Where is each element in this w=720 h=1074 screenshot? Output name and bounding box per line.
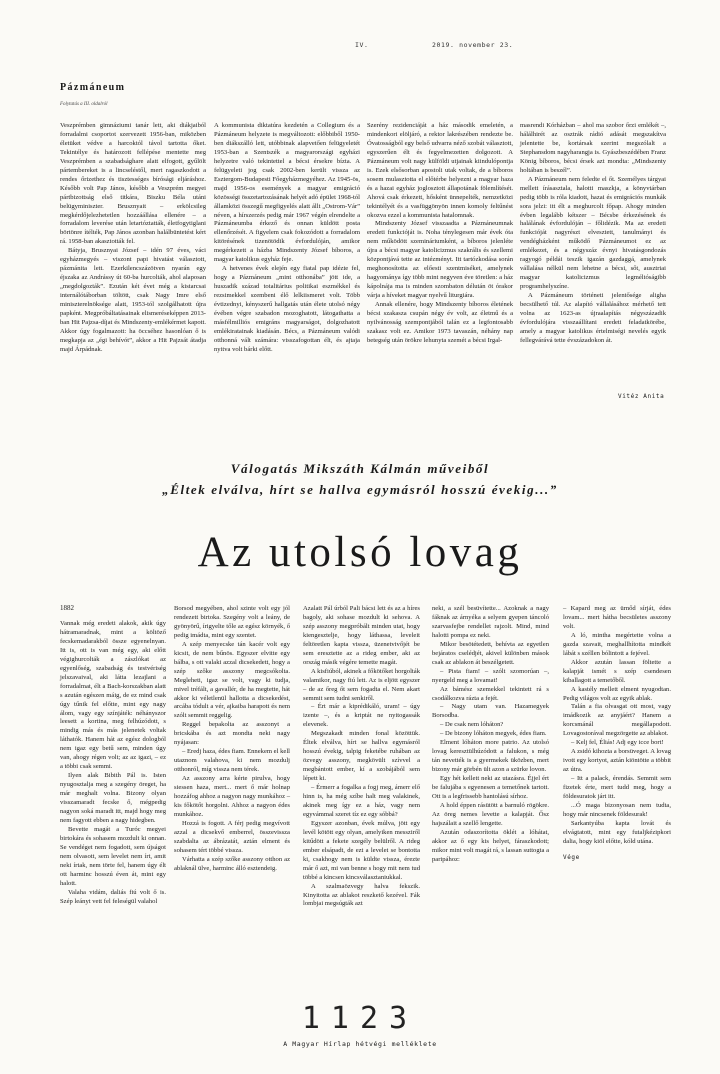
story-paragraph: Vannak még eredeti alakok, akik úgy hátramaradnak, mint a költöző fecskemadarakból össze egyenelnyan. Itt is, ott is van még egy, aki előtt végighurcolták a zászlókat az egyenlőség, szabadság és testvériség jelszavaival, aki látta lezajlani a forradalmat, élt a Bach-korszakban alatt s azután egészen máig, de ez mind csak úgy tűnik fel előtte, mint egy nagy álom, vagy egy színjáték: néhányszor leesett a kortina, meg felhúzódott, s mindig más és más jelenetek voltak láthatók. Hanem hát az egész dologból nem igaz egy betű sem, minden úgy van, ahogy régen volt; az az igazi, – ez a többi csak semmi.: [60, 620, 166, 771]
story-paragraph: – Itt a palack, érendás. Semmit sem fizetek érte, mert tudd meg, hogy a földesuratok járt itt.: [563, 775, 671, 801]
article-author: Vitéz Anita: [618, 393, 665, 400]
story-paragraph: Az bámész szemekkel tekintett rá s csodálkozva rázta a fejét.: [432, 685, 549, 702]
story-paragraph: Talán a fia olvasgat ott most, vagy imádkozik az anyjáért? Hanem a korcsmánál megállapodott. Lovagostorával megzörgette az ablakot.: [563, 703, 671, 738]
story-paragraph: Hozzá is fogott. A férj pedig megvívott azzal a dicsekvő emberrel, összevissza szabdalta az ábrázatát, aztán elment és sohasem tért többé vissza.: [174, 819, 290, 854]
article-paragraph: masrendi Kórházban – ahol ma szobor őrzi emlékét –, hálálhirét az osztrák rádió adását megszakítva jelentette be, kortársak szerint megszólalt a Stephansdom nagyharangja is. Gyászbeszédében Franz König bíboros, bécsi érsek azt mondta: „Mindszenty holtában is beszél”.: [520, 122, 666, 174]
footer-caption: A Magyar Hírlap hétvégi melléklete: [283, 1040, 437, 1048]
story-paragraph: Mikor besötétedett, behívta az egyetlen bejáratos cselédjét, akivel különben mások csak az ablakon át beszélgetett.: [432, 640, 549, 666]
story-paragraph: – Kelj fel, Éliás! Adj egy icce bort!: [571, 739, 664, 747]
series-quote: „Éltek elválva, hírt se hallva egymásról hosszú évekig...”: [162, 482, 558, 497]
series-label: Válogatás Mikszáth Kálmán műveiből: [230, 461, 490, 476]
story-paragraph: A zsidó kihozta a borsüveget. A lovag ivott egy kortyot, aztán kiöntötte a többit az útra.: [563, 748, 671, 774]
story-paragraph: – Pista fiam! – szólt szomorúan –, nyergeld meg a lovamat!: [432, 667, 549, 684]
story-paragraph: A szép menyecske tán kacér volt egy kicsit, de nem bűnös. Egyszer elvitte egy bálba, s ott valaki azzal dicsekedett, hogy a szép szőke asszony megcsókolta. Megleheti, igaz se volt, vagy ki tudja, mivel tréfált, a gavallér, de ha megtette, hát akkor ki véletlenül hallotta a dicsekedést, arcába tódult a vér, ajkaiba harapott és nem szólt semmit reggelig.: [174, 640, 290, 720]
article-column-1: [60, 122, 206, 355]
story-paragraph: A ló, mintha megértette volna a gazda szavait, meghallhította mindkét lábát s széllen bólintott a fejével.: [563, 631, 671, 657]
story-paragraph: Azalatt Pál úrból Pali bácsi lett és az a híres bagoly, aki sohase mozdult ki sehova. A szép asszony megpróbált minden utat, hogy kiengesztelje, hogy láthassa, leveleit feltöretlen kapta vissza, üzenetvivőjét be sem eresztette az a rideg ember, aki az ország másik végére temette magát.: [303, 605, 420, 666]
article-paragraph: A Pázmáneum történeti jelentősége aligha becsülhető túl. Az alapító vállalásához mérhető tett volna az 1623-as újraalapítás négyszázadik évfordulójára visszaállítani eredeti feladatkörébe, amely a magyar katolikus értelmiségi nevelés egyik fellegvárává tette évszázadokon át.: [520, 292, 666, 344]
article-title: Pázmáneum: [60, 82, 126, 93]
article-paragraph: Mindszenty József visszaadta a Pázmáneumnak eredeti funkcióját is. Noha ténylegesen már évek óta nem működött szemináriumként, a bíboros jelenléte újra a bécsi magyar katolicizmus szakrális és szellemi központjává tette az intézményt. Itt tartózkodása során meghonosította az előesti szentmiséket, amelynek hagyománya így több mint negyven éve töretlen: a ház kápolnája ma is minden szombaton délután öt órakor várja a híveket magyar nyelvű liturgiára.: [367, 220, 513, 300]
story-column-1: [60, 620, 166, 907]
story-paragraph: Akkor azután lassan föltette a kalapját ismét s szép csendesen kiballagott a temetőből.: [563, 658, 671, 684]
article-column-2: [214, 122, 360, 355]
page-number: 1123: [301, 1001, 419, 1036]
article-continuation-note: Folytatás a III. oldalról: [60, 102, 108, 107]
story-paragraph: neki, a szél besüvítette... Azoknak a nagy fáknak az árnyéka a selyem gyepen táncoló szarvasfejbe rendellet rajzolt. Mind, mind halotti pompa ez neki.: [432, 605, 549, 639]
article-paragraph: A Pázmáneum nem feledte el őt. Személyes tárgyai mellett írásasztala, halotti maszkja, a könyvtárban pedig több is róla kiadott, hazai és emigrációs munkák sora jelzi: itt élt a meghurcolt főpap. Ahogy minden évben legalább kétszer – Bécsbe érkezésének és halálának évfordulóján – főlidézik. Ma az eredeti funkcióját nagyrészt elvesztett, tanulmányi és vendégházként működő Pázmáneumot ez az emlékezet, és a négyszáz évnyi hivatásgondozás ragyogó példái teszik igazán gazdaggá, amelynek vállalása nélkül nem lehetne a bécsi, sőt, ausztriai magyar katolicizmus legméltóságibb programhelyszíne.: [520, 175, 666, 291]
story-paragraph: – De csak nem lóháton?: [440, 721, 504, 729]
story-paragraph: A szalmaözvegy halva fekszik. Kinyitotta az ablakot reszkető kezével. Fák lombjai megsúgták azt: [303, 882, 420, 908]
story-paragraph: Azután odaszorította öklét a lóhátat, akkor az ő egy kis helyet, fáraszkodott; mikor mint volt magát rá, s lassan suttogta a paripához:: [432, 828, 549, 863]
story-paragraph: A kisfiúból, akinek a főkötőket horgolták valamikor, nagy fiú lett. Az is eljött egyszer – de az őreg őt sem fogadta el. Nem akart semmit sem tudni senkiről.: [303, 667, 420, 702]
story-column-2: [174, 605, 290, 874]
story-paragraph: Egyszer azonban, évek múlva, jött egy levél kötött egy olyan, amelyiken messziről kitűdött a fekete szegély belülről. A rideg ember elsápadt, de ezt a levelet se bontotta ki, csakhogy nem is küldte vissza, érezte már ő azt, mi van benne s hogy mit nem tud többé a kincsen kincsválasztaniukkal.: [303, 819, 420, 881]
story-paragraph: ...Ó maga bizonyosan nem tudta, hogy már nincsenek földesurak!: [563, 801, 671, 818]
section-number: IV.: [355, 41, 369, 49]
story-paragraph: A kastély mellett elment nyugodtan. Pedig világos volt az egyik ablak.: [563, 685, 671, 702]
story-paragraph: Valaha vidám, daliás fiú volt ő is. Szép leányt vett fel feleségül valahol: [60, 888, 166, 905]
article-paragraph: Bátyja, Brusznyai József – idén 97 éves, váci egyházmegyés – viszont papi hivatást választott, pázmánita lett. Ezerkilencszázötven nyarán egy éjszaka az Andrássy út 60-ba hurcolták, ahol alaposan „megdolgozták”. Ezután két évet még a kistarcsai internálótáborban töltött, csak Nagy Imre első miniszterelnöksége alatt, 1953-tól szolgálhatott újra papként. Megpróbáltatásainak elismeréseképpen 2013-ban Hit Pajzsa-díjat és Mindszenty-emlékérmet kapott. Akkor úgy fogalmazott: ha öccséhez hasonlóan ő is megkapja az „égi behívót”, akkor a Hit Pajzsát átadja majd Árpádnak.: [60, 247, 206, 353]
story-paragraph: Az asszony arra kérte pirulva, hogy siessen haza, mert... mert ő már holnap hozzáfog ahhoz a nagyon nagy munkához – kis főkötőt horgolni. Ahhoz a nagyon édes munkához.: [174, 775, 290, 818]
story-paragraph: – Eredj haza, édes fiam. Ennekem el kell utaznom valahova, ki nem mozdulj otthonról, míg vissza nem térek.: [174, 748, 290, 774]
story-paragraph: Ilyen alak Bibith Pál is. Isten nyugosztalja meg a szegény öreget, ha már meghalt volna. Bizony olyan visszamaradt fecske ő, mégpedig nagyon soká maradt itt, majd hogy meg nem fagyott ebben a nagy hidegben.: [60, 772, 166, 824]
article-paragraph: Annak ellenére, hogy Mindszenty bíboros életének bécsi szakasza csupán négy év volt, az életmű és a nyilvánosság szempontjából talán ez a legfontosabb szakasz volt ez. Amikor 1973 tavaszán, néhány nap betegség után örökre lehunyta szemét a bécsi Irgal-: [367, 301, 513, 344]
story-paragraph: – De bizony lóháton megyek, édes fiam.: [440, 730, 547, 738]
story-column-5: [563, 605, 671, 847]
story-paragraph: Egy hét kellett neki az utazásra. Éjjel ért be falujába s egyenesen a temetőnek tartott. Ott is a legfrissebb hantolású sírhoz.: [432, 775, 549, 801]
story-column-3: [303, 605, 420, 909]
story-paragraph: Borsod megyében, ahol szinte volt egy jól rendezett birtoka. Szegény volt a leány, de gyönyörű, írigyelte tőle az egész környék, ő pedig imádta, mint egy szentet.: [174, 605, 290, 639]
story-paragraph: Megszakadt minden fonal közöttük. Éltek elválva, hírt se hallva egymásról hosszú évekig, talpig feketébe ruhában az özvegy asszony, megkövült szívvel a megbántott ember, kí a szobájából sem lépett ki.: [303, 730, 420, 783]
story-paragraph: Várhatta a szép szőke asszony otthon az ablaknál ülve, harminc álló esztendeig.: [174, 855, 290, 872]
story-paragraph: A hold éppen rásütött a barnuló rögökre. Az öreg nemes levette a kalapját. Ősz hajszálait a szellő lengette.: [432, 801, 549, 827]
story-paragraph: – Kapard meg az ürnőd sírját, édes lovam... mert hátha becsületes asszony volt.: [563, 605, 671, 630]
issue-date: 2019. november 23.: [432, 41, 514, 49]
story-paragraph: Sarkantyúba kapta lovát és elvágtatott, mint egy futaljkézipkori dalia, hogy kiöl előtte, kóld utána.: [563, 819, 671, 845]
story-paragraph: Elment lóháton more patrio. Az utolsó lovag keresztülhúzódott a falukon, s még tán nevették is a gyermekek üközben, mert bizony már görbén ült azon a szürke lovon.: [432, 739, 549, 774]
article-column-3: [367, 122, 513, 346]
story-title: Az utolsó lovag: [197, 529, 523, 576]
story-column-4: [432, 605, 549, 865]
article-paragraph: Veszprémben gimnáziumi tanár lett, aki diákjaiból forradalmi csoportot szervezett 1956-ban, miközben életüket védve a harcoktól távol tartotta őket. Tekintélye és határozott fellépése mentette meg Veszprémben a szabadsághare alatt elfogott, gyűlölt pártembereket is a lincseléstől, mert ragaszkodott a rendes őrizethez és tisztességes bírósági eljáráshoz. Később volt Pap János, később a Veszprém megyei pártbizottság első titkára, Biszku Béla utáni belügyminiszter. Brusznyait – erkölcsileg megkérdőjelezhetetlen hozzáállása ellenére – a forradalom leverése után letartóztatták, életfogytiglani börtönre ítélték, Pap János azonban halálbüntetést kért rá. 1958-ban akasztották fel.: [60, 122, 206, 246]
story-end-mark: Vége: [563, 854, 580, 861]
story-paragraph: – Érmerr a fogalka a fogj meg, ámerr elő hinn is, ha még szíbe halt meg valakinek, akinek meg így ez a ház, vagy nem egyvámmal szeret tíz ez egy sóbbá?: [303, 784, 420, 818]
article-paragraph: A kommunista diktatúra kezdetén a Collegium és a Pázmáneum helyzete is megváltozott: előbbiből 1950-ben diákszálló lett, utóbbinak alapvetően felügyeletét 1953-ban a Szentszék a magyarországi egyházi helyzetre való tekintettel a bécsi érsekre bízta. A felügyeleti jog csak 2002-ben került vissza az Esztergom-Budapesti Főegyházmegyéhez. Az 1945-ös, majd 1956-os események a magyar emigráció közösségi összetartozásának helyét adó épület 1968-tól államközi összegű megfigyelés alatt állt „Ostrom-Vár” néven, a hírszerzés pedig már 1967 végén elrendelte a Pázmáneumba érkező és onnan küldött posta ellenőrzését. A figyelem csak fokozódott a forradalom kitörésének tizenötödik évfordulóján, amikor megérkezett a házba Mindszenty József bíboros, a magyar katolikus egyház feje.: [214, 122, 360, 264]
story-paragraph: Bevette magát a Turóc megyei birtokára és sohasem mozdult ki onnan. Se vendéget nem fogadott, sem újságot nem olvasott, sem levelet nem írt, amit neki írtak, nem törte fel, hanem úgy élt ott harminc hosszú éven át, mint egy halott.: [60, 825, 166, 887]
article-paragraph: Szerény rezidenciáját a ház második emeletén, a mindenkori elöljáró, a rektor lakrészében rendezte be. Óvatosságból egy belső udvarra néző szobát választott, egyszerűen élt és fegyelmezetten dolgozott. A Pázmáneum volt nagy külföldi utjainak kiindulópontja is. Ezek elsősorban apostoli utak voltak, de a bíboros sosem mulasztotta el előtérbe helyezni a magyar haza és a hazai egyház joglosztott állapotának fölemlítését. Ahová csak érkezett, hősként ünnepelték, nemzetközi tekintélyét és a vasfüggönyön innen komoly feltűnést okozva ezzel a kommunista hatalomnak.: [367, 122, 513, 219]
story-paragraph: – Nagy utam van. Hazamegyek Borsodba.: [432, 703, 549, 720]
story-year: 1882: [60, 604, 74, 612]
article-column-4: [520, 122, 666, 346]
story-paragraph: Reggel bepakolta az asszonyt a bricskába és azt mondta neki nagy nyájasan:: [174, 721, 290, 747]
article-paragraph: A hetvenes évek elején egy fiatal pap idézte fel, hogy a Pázmáneum „mint otthonába” jött ide, a huszadik század totalitárius politikai eszmékkel és rezsimekkel szembeni élő lelkiismeret volt. Több évtizednyi, kényszerű hallgatás után élete utolsó négy évében végre szabadon mozoghatott, látogathatta a másfélmilliós emigráns magyarságot, dolgozhatott emlékiratainak kiadásán. Bécs, a Pázmáneum valódi otthonná vált számára: visszafogottan élt, és ajtaja nyitva volt bárki előtt.: [214, 265, 360, 353]
story-paragraph: – Ért már a kiprédikáló, uram! – úgy izente –, és a kriptát ne nyitogassák elevenek.: [303, 703, 420, 729]
